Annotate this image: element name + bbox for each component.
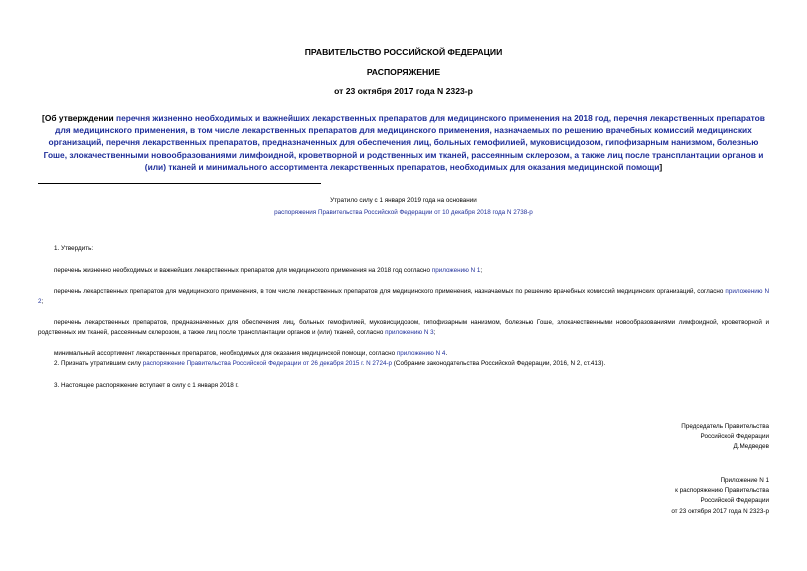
document-date-heading: от 23 октября 2017 года N 2323-р (334, 86, 473, 96)
paragraph-text: перечень лекарственных препаратов, предназначенных для обеспечения лиц, больных гемофилией, муковисцидозом, гипофизарным нанизмом, болезнью Гоше, злокачественными новообразованиями лимфоидной, кроветворной и родственных им тканей, рассеянным склерозом, а также лиц после трансплантации органов и (или) тканей, согласно (38, 319, 769, 336)
paragraph-effective-date: 3. Настоящее распоряжение вступает в силу с 1 января 2018 г. (54, 382, 239, 389)
signature-name: Д.Медведев (733, 443, 769, 451)
appendix-date: от 23 октября 2017 года N 2323-р (671, 507, 769, 515)
appendix-3-link[interactable]: приложению N 3 (385, 328, 434, 336)
paragraph-list-3: перечень лекарственных препаратов, предназначенных для обеспечения лиц, больных гемофилией, муковисцидозом, гипофизарным нанизмом, болезнью Гоше, злокачественными новообразованиями лимфоидной, кроветворной и родственных им тканей, рассеянным склерозом, а также лиц после трансплантации органов и (или) тканей, согласно приложению N 3; (38, 319, 769, 336)
repealed-order-link[interactable]: распоряжение Правительства Российской Федерации от 26 декабря 2015 г. N 2724-р (142, 360, 393, 367)
document-type-heading: РАСПОРЯЖЕНИЕ (366, 67, 441, 77)
title-link[interactable]: перечня жизненно необходимых и важнейших лекарственных препаратов для медицинского применения на 2018 год, перечня лекарственных препаратов для медицинского применения, в том числе лекарственных препаратов для медицинского применения, назначаемых по решению врачебных комиссий медицинских организаций, перечня лекарственных препаратов, предназначенных для обеспечения лиц, больных гемофилией, муковисцидозом, гипофизарным нанизмом, болезнью Гоше, злокачественными новообразованиями лимфоидной, кроветворной и родственных им тканей, рассеянным склерозом, а также лиц после трансплантации органов и (или) тканей и минимального ассортимента лекарственных препаратов, необходимых для оказания медицинской помощи (43, 113, 765, 172)
appendix-4-link[interactable]: приложению N 4 (396, 350, 446, 357)
repeal-note (38, 195, 769, 219)
appendix-2-link[interactable]: приложению N 2 (38, 288, 769, 305)
document-title (38, 112, 769, 173)
signature-title: Председатель Правительства (681, 423, 769, 430)
government-heading: ПРАВИТЕЛЬСТВО РОССИЙСКОЙ ФЕДЕРАЦИИ (304, 47, 503, 57)
title-prefix: [Об утверждении (42, 113, 117, 123)
paragraph-list-1: перечень жизненно необходимых и важнейших лекарственных препаратов для медицинского применения на 2018 год согласно приложению N 1; (54, 267, 483, 274)
appendix-org: Российской Федерации (700, 497, 769, 505)
signature-block (519, 422, 769, 453)
appendix-number: Приложение N 1 (720, 477, 769, 484)
signature-org: Российской Федерации (700, 433, 769, 441)
appendix-1-link[interactable]: приложению N 1 (431, 267, 481, 274)
appendix-ref: к распоряжению Правительства (675, 487, 769, 495)
paragraph-text: 2. Признать утратившим силу (54, 360, 143, 367)
paragraph-approve: 1. Утвердить: (54, 245, 94, 252)
title-suffix: ] (659, 161, 663, 172)
paragraph-text: перечень жизненно необходимых и важнейших лекарственных препаратов для медицинского применения на 2018 год согласно (54, 267, 432, 274)
repeal-note-link[interactable]: распоряжения Правительства Российской Федерации от 10 декабря 2018 года N 2738-р (274, 209, 533, 216)
paragraph-repeal: 2. Признать утратившим силу распоряжение Правительства Российской Федерации от 26 декабря 2015 г. N 2724-р (Собрание законодательства Российской Федерации, 2016, N 2, ст.413). (54, 360, 606, 367)
repeal-note-text: Утратило силу с 1 января 2019 года на основании (330, 197, 477, 204)
divider-line (38, 183, 321, 184)
paragraph-list-2: перечень лекарственных препаратов для медицинского применения, в том числе лекарственных препаратов для медицинского применения, назначаемых по решению врачебных комиссий медицинских организаций, согласно приложению N 2; (38, 288, 769, 305)
paragraph-list-4: минимальный ассортимент лекарственных препаратов, необходимых для оказания медицинской помощи, согласно приложению N 4. (54, 350, 448, 357)
appendix-header (519, 476, 769, 517)
paragraph-text: минимальный ассортимент лекарственных препаратов, необходимых для оказания медицинской помощи, согласно (54, 350, 397, 357)
paragraph-text: перечень лекарственных препаратов для медицинского применения, в том числе лекарственных препаратов для медицинского применения, назначаемых по решению врачебных комиссий медицинских организаций, согласно (54, 288, 726, 295)
